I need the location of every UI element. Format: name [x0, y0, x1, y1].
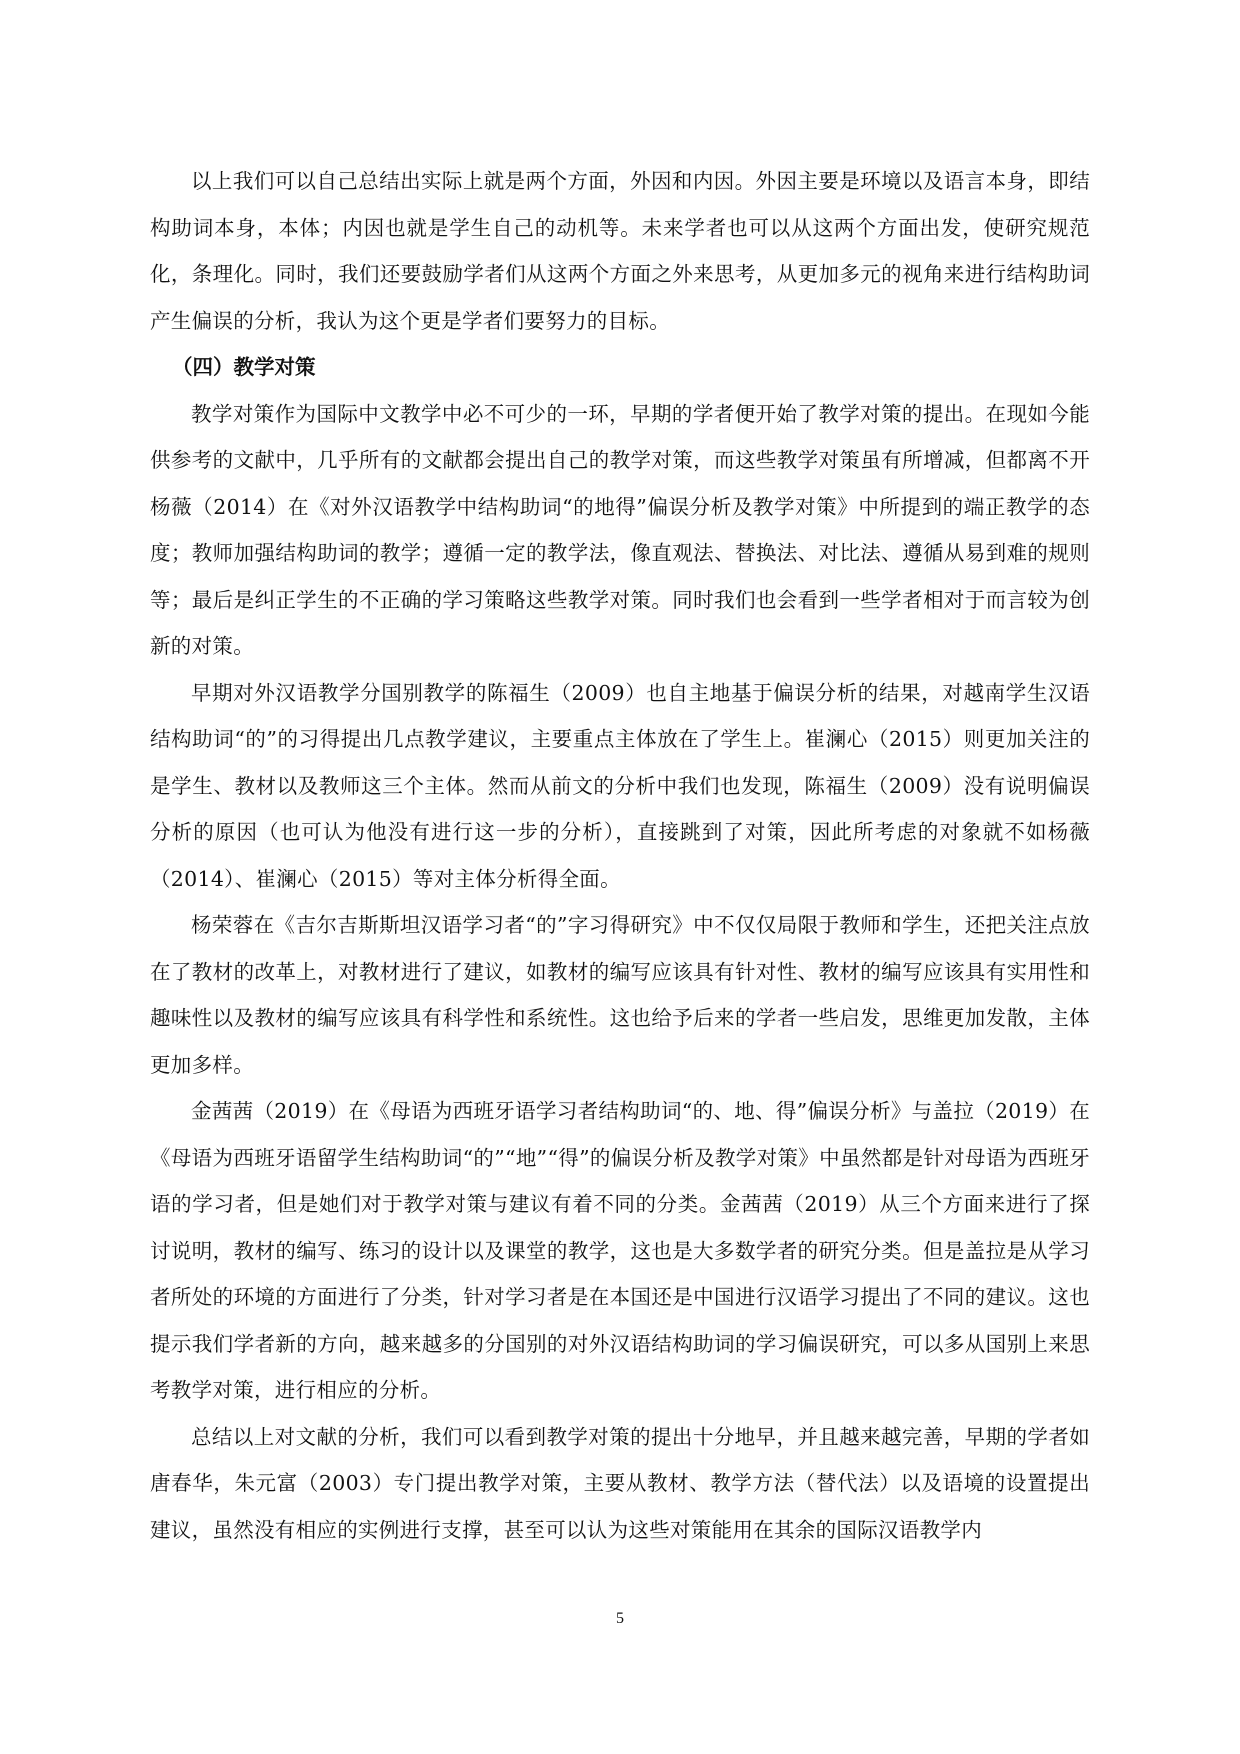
paragraph: 早期对外汉语教学分国别教学的陈福生（2009）也自主地基于偏误分析的结果，对越南学生汉语结构助词“的”的习得提出几点教学建议，主要重点主体放在了学生上。崔澜心（2015）则更加关注的是学生、教材以及教师这三个主体。然而从前文的分析中我们也发现，陈福生（2009）没有说明偏误分析的原因（也可认为他没有进行这一步的分析），直接跳到了对策，因此所考虑的对象就不如杨薇（2014）、崔澜心（2015）等对主体分析得全面。 [150, 680, 1090, 891]
paragraph: 以上我们可以自己总结出实际上就是两个方面，外因和内因。外因主要是环境以及语言本身，即结构助词本身，本体；内因也就是学生自己的动机等。未来学者也可以从这两个方面出发，使研究规范化，条理化。同时，我们还要鼓励学者们从这两个方面之外来思考，从更加多元的视角来进行结构助词产生偏误的分析，我认为这个更是学者们要努力的目标。 [150, 169, 1090, 333]
paragraph: 总结以上对文献的分析，我们可以看到教学对策的提出十分地早，并且越来越完善，早期的学者如唐春华，朱元富（2003）专门提出教学对策，主要从教材、教学方法（替代法）以及语境的设置提出建议，虽然没有相应的实例进行支撑，甚至可以认为这些对策能用在其余的国际汉语教学内 [150, 1424, 1090, 1542]
paragraph: 教学对策作为国际中文教学中必不可少的一环，早期的学者便开始了教学对策的提出。在现如今能供参考的文献中，几乎所有的文献都会提出自己的教学对策，而这些教学对策虽有所增减，但都离不开杨薇（2014）在《对外汉语教学中结构助词“的地得”偏误分析及教学对策》中所提到的端正教学的态度；教师加强结构助词的教学；遵循一定的教学法，像直观法、替换法、对比法、遵循从易到难的规则等；最后是纠正学生的不正确的学习策略这些教学对策。同时我们也会看到一些学者相对于而言较为创新的对策。 [150, 401, 1090, 658]
page-number: 5 [616, 1610, 624, 1627]
paragraph: 杨荣蓉在《吉尔吉斯斯坦汉语学习者“的”字习得研究》中不仅仅局限于教师和学生，还把关注点放在了教材的改革上，对教材进行了建议，如教材的编写应该具有针对性、教材的编写应该具有实用性和趣味性以及教材的编写应该具有科学性和系统性。这也给予后来的学者一些启发，思维更加发散，主体更加多样。 [150, 913, 1090, 1077]
document-body [150, 158, 1090, 1553]
section-heading: （四）教学对策 [172, 355, 316, 379]
paragraph: 金茜茜（2019）在《母语为西班牙语学习者结构助词“的、地、得”偏误分析》与盖拉（2019）在《母语为西班牙语留学生结构助词“的”“地”“得”的偏误分析及教学对策》中虽然都是针对母语为西班牙语的学习者，但是她们对于教学对策与建议有着不同的分类。金茜茜（2019）从三个方面来进行了探讨说明，教材的编写、练习的设计以及课堂的教学，这也是大多数学者的研究分类。但是盖拉是从学习者所处的环境的方面进行了分类，针对学习者是在本国还是中国进行汉语学习提出了不同的建议。这也提示我们学者新的方向，越来越多的分国别的对外汉语结构助词的学习偏误研究，可以多从国别上来思考教学对策，进行相应的分析。 [150, 1099, 1090, 1402]
